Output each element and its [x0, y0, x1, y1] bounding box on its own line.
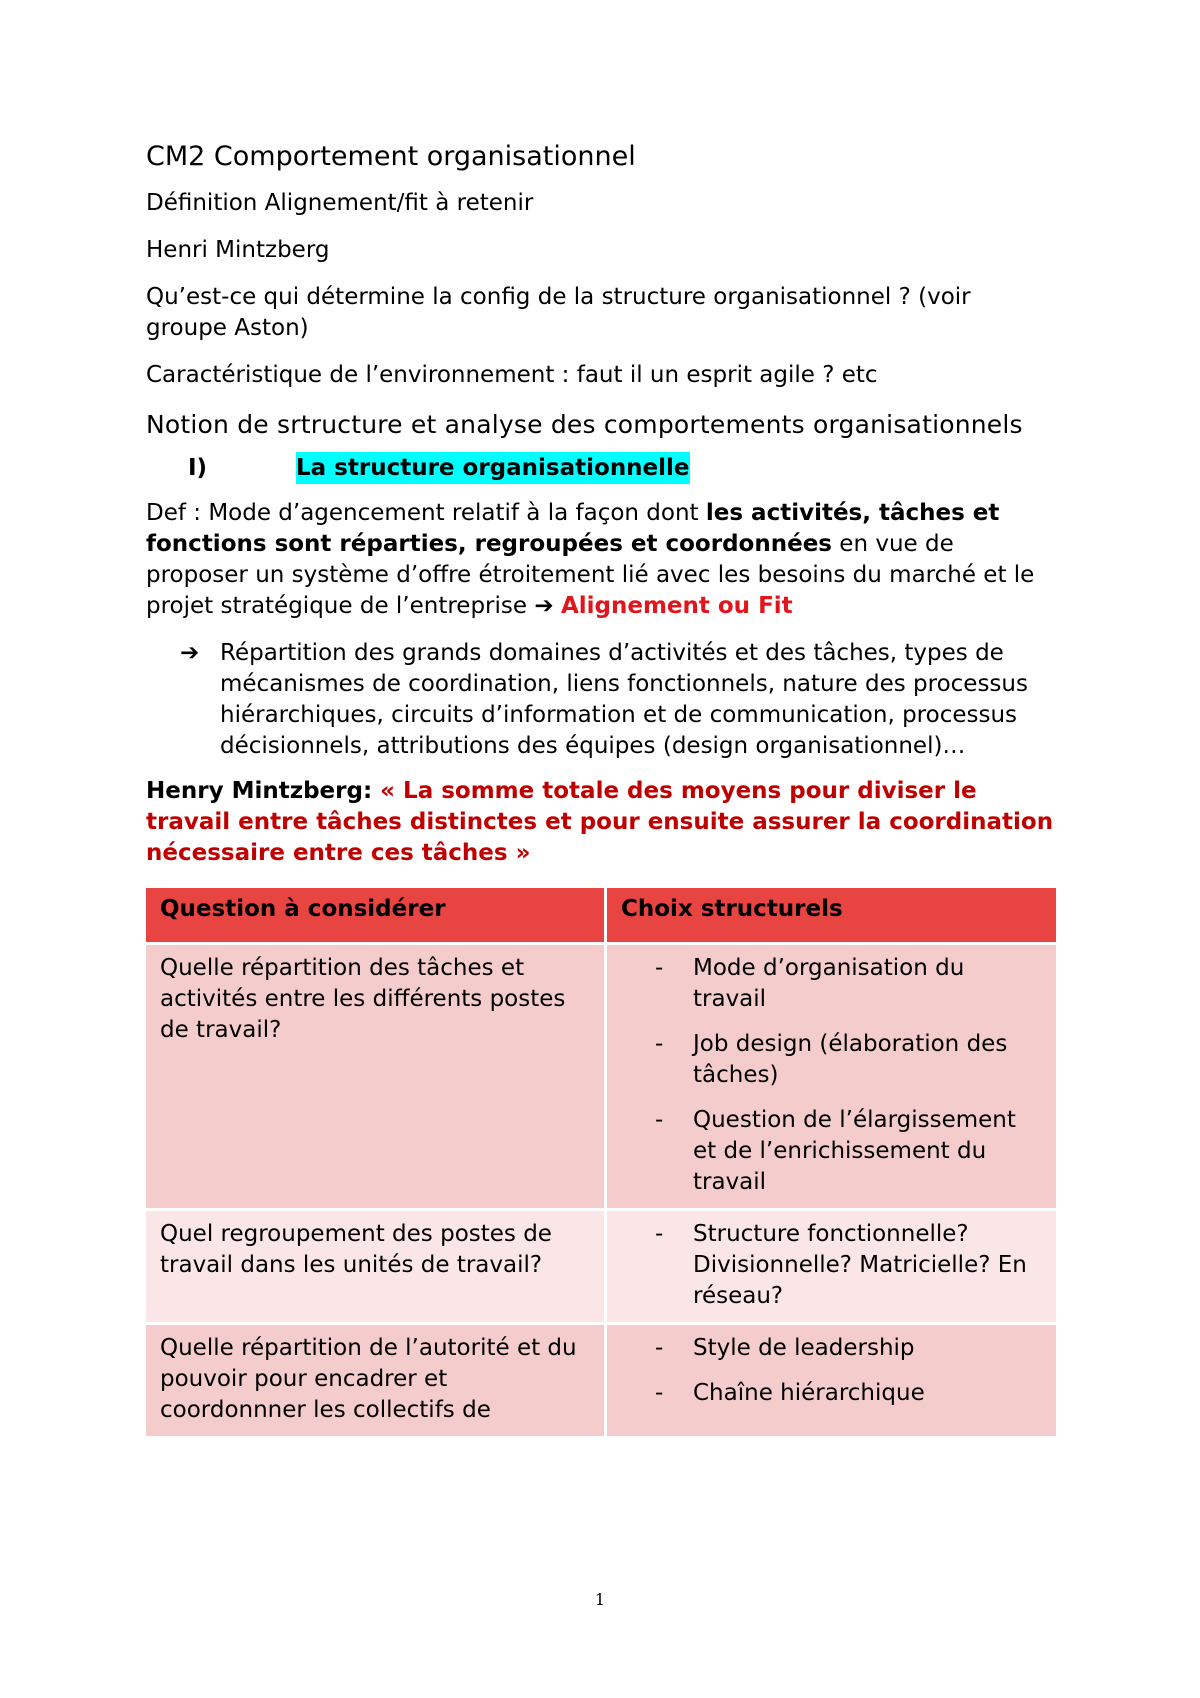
- quote-text: « La somme totale des moyens pour diviser le travail entre tâches distinctes et pour ensuite assurer la coordination nécessaire entre ces tâches »: [146, 778, 1054, 866]
- choice-item: [621, 1333, 1042, 1364]
- heading-2: Notion de srtructure et analyse des comportements organisationnels: [146, 410, 1023, 439]
- choice-item: [621, 953, 1042, 1015]
- dash-bullet: -: [655, 1221, 664, 1247]
- table-cell-choices: [607, 1325, 1056, 1436]
- dash-bullet: -: [655, 1380, 664, 1406]
- table-row: [146, 1211, 1056, 1322]
- table-cell-choices: [607, 1211, 1056, 1322]
- choice-text: Chaîne hiérarchique: [693, 1380, 925, 1406]
- choice-text: Style de leadership: [693, 1335, 915, 1361]
- table-row: [146, 945, 1056, 1208]
- table-cell-question: Quel regroupement des postes de travail dans les unités de travail?: [146, 1211, 604, 1322]
- structure-table: [143, 885, 1059, 1439]
- arrow-icon: ➔: [534, 593, 554, 619]
- table-row: [146, 1325, 1056, 1436]
- arrow-item-text: Répartition des grands domaines d’activités et des tâches, types de mécanismes de coordination, liens fonctionnels, nature des processus hiérarchiques, circuits d’information et de communication, processus décisionnels, attributions des équipes (design organisationnel)…: [220, 640, 1028, 759]
- arrow-bullet-icon: ➔: [180, 640, 200, 666]
- table-cell-question: Quelle répartition des tâches et activités entre les différents postes de travail?: [146, 945, 604, 1208]
- definition-paragraph: [146, 498, 1056, 622]
- note-line-2: Henri Mintzberg: [146, 237, 330, 263]
- document-page: [146, 140, 1056, 1439]
- arrow-list-item: [146, 638, 1056, 762]
- dash-bullet: -: [655, 1335, 664, 1361]
- definition-highlight: Alignement ou Fit: [560, 593, 793, 619]
- choice-text: Question de l’élargissement et de l’enrichissement du travail: [693, 1107, 1016, 1195]
- choice-item: [621, 1219, 1042, 1312]
- document-title: CM2 Comportement organisationnel: [146, 141, 636, 172]
- section-title: La structure organisationnelle: [296, 452, 690, 484]
- section-number: I): [188, 455, 208, 481]
- table-header-row: [146, 888, 1056, 942]
- choice-text: Structure fonctionnelle? Divisionnelle? Matricielle? En réseau?: [693, 1221, 1027, 1309]
- choice-item: [621, 1105, 1042, 1198]
- definition-bold: les activités, tâches et fonctions sont réparties, regroupées et coordonnées: [146, 500, 1000, 557]
- definition-middle: en vue de proposer un système d’offre étroitement lié avec les besoins du marché et le projet stratégique de l’entreprise: [146, 531, 1035, 619]
- choice-item: [621, 1029, 1042, 1091]
- note-line-4: Caractéristique de l’environnement : faut il un esprit agile ? etc: [146, 362, 878, 388]
- choice-item: [621, 1378, 1042, 1409]
- note-line-3: Qu’est-ce qui détermine la config de la structure organisationnel ? (voir groupe Aston): [146, 284, 971, 341]
- dash-bullet: -: [655, 1107, 664, 1133]
- quote-author: Henry Mintzberg:: [146, 778, 373, 804]
- quote-paragraph: [146, 776, 1056, 869]
- table-cell-question: Quelle répartition de l’autorité et du pouvoir pour encadrer et coordonnner les collectifs de: [146, 1325, 604, 1436]
- note-line-1: Définition Alignement/fit à retenir: [146, 190, 534, 216]
- dash-bullet: -: [655, 1031, 664, 1057]
- choice-text: Mode d’organisation du travail: [693, 955, 965, 1012]
- page-number: 1: [594, 1590, 606, 1609]
- table-cell-choices: [607, 945, 1056, 1208]
- table-header-choices: Choix structurels: [607, 888, 1056, 942]
- dash-bullet: -: [655, 955, 664, 981]
- section-heading: [146, 452, 1056, 484]
- table-header-question: Question à considérer: [146, 888, 604, 942]
- definition-prefix: Def : Mode d’agencement relatif à la façon dont: [146, 500, 706, 526]
- choice-text: Job design (élaboration des tâches): [693, 1031, 1008, 1088]
